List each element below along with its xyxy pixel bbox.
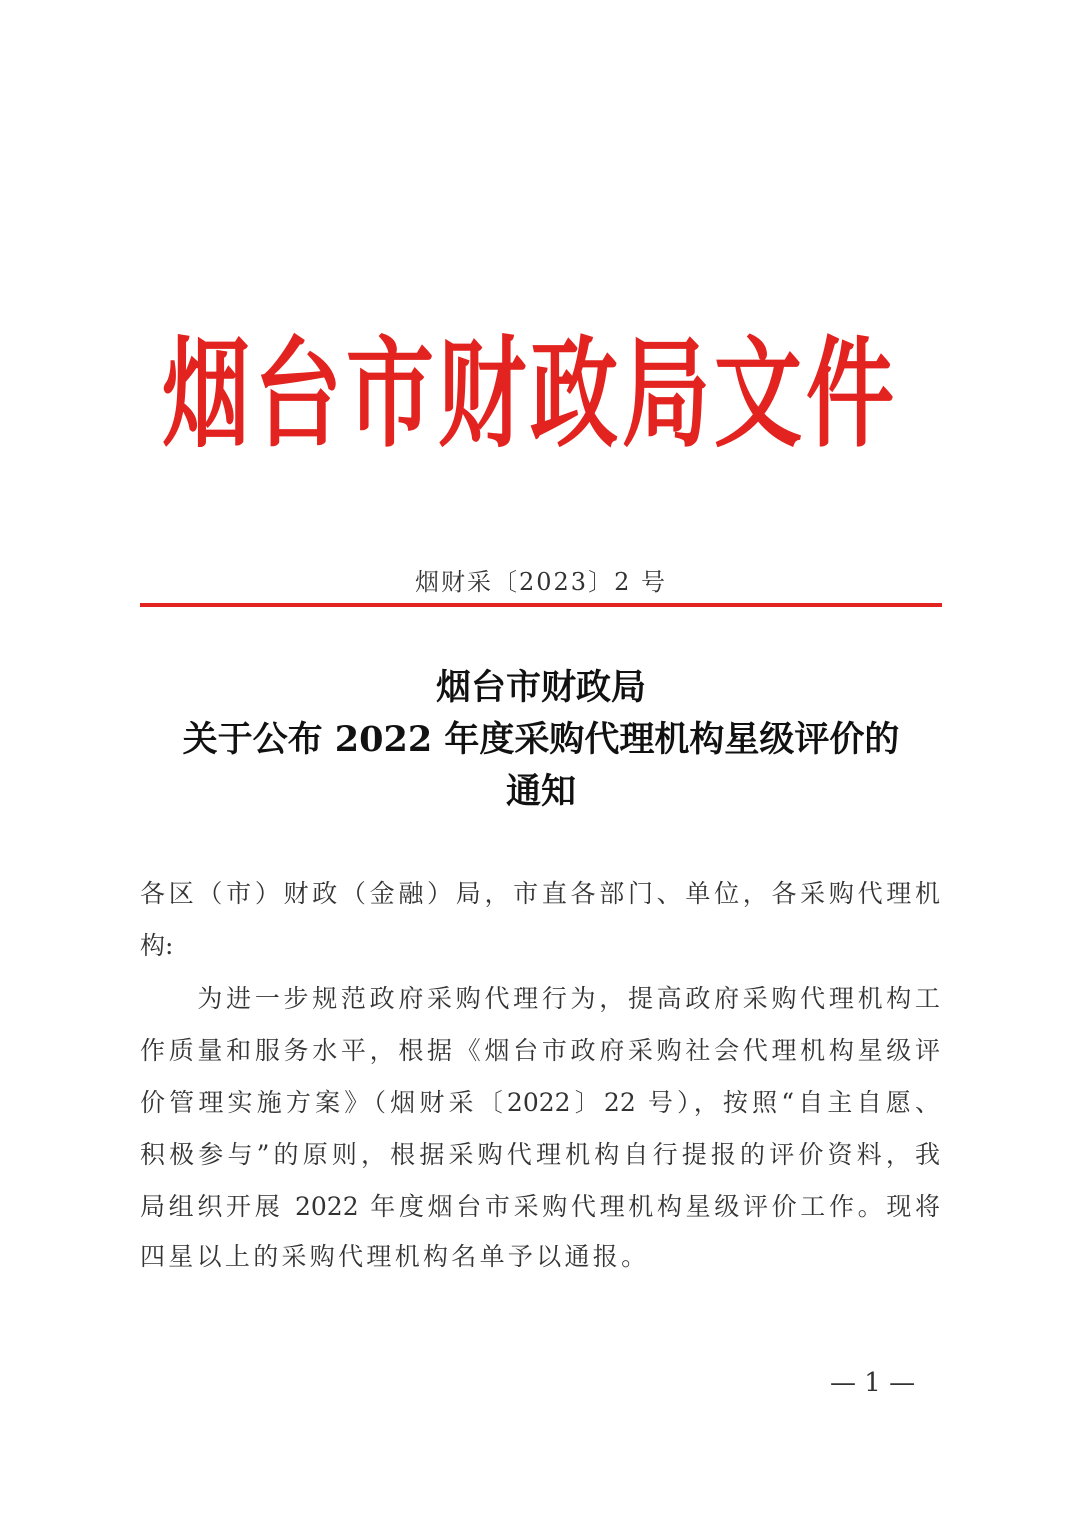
document-title-line-2: 关于公布 2022 年度采购代理机构星级评价的 (182, 719, 900, 760)
body-line: 各区（市）财政（金融）局，市直各部门、单位，各采购代理机 (140, 879, 940, 908)
issuing-authority-header: 烟台市财政局文件 (161, 324, 898, 464)
document-number: 烟财采〔2023〕2 号 (415, 568, 667, 596)
red-divider (140, 603, 942, 607)
document-title-line-3: 通知 (505, 771, 576, 812)
body-line: 价管理实施方案》（烟财采〔2022〕22 号），按照“自主自愿、 (140, 1088, 940, 1117)
body-line: 局组织开展 2022 年度烟台市采购代理机构星级评价工作。现将 (140, 1192, 940, 1221)
body-line: 作质量和服务水平，根据《烟台市政府采购社会代理机构星级评 (140, 1036, 940, 1065)
body-line: 积极参与”的原则，根据采购代理机构自行提报的评价资料，我 (140, 1140, 940, 1169)
document-title-line-1: 烟台市财政局 (435, 667, 646, 708)
page-number: — 1 — (830, 1368, 916, 1398)
body-line: 四星以上的采购代理机构名单予以通报。 (140, 1242, 650, 1271)
body-line: 为进一步规范政府采购代理行为，提高政府采购代理机构工 (140, 984, 940, 1013)
body-line: 构: (140, 931, 174, 960)
